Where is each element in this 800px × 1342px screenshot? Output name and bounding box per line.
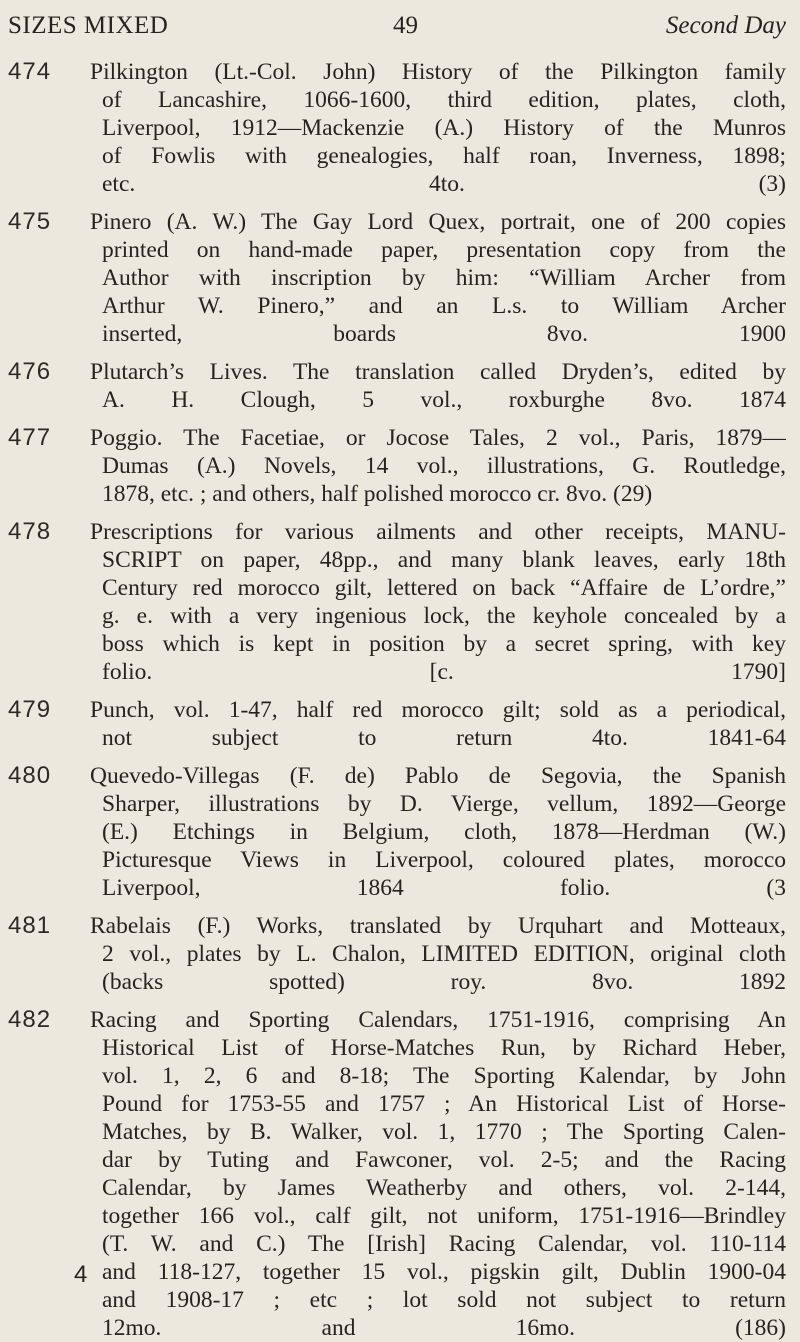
lot-description-line: and 118-127, together 15 vol., pigskin gilt, Dublin 1900-04 [102, 1259, 786, 1285]
lot-description-line: Quevedo-Villegas (F. de) Pablo de Segovia, the Spanish [90, 763, 786, 789]
lot-entry [8, 1006, 786, 1342]
signature-mark: 4 [74, 1261, 88, 1288]
lot-description-line: A. H. Clough, 5 vol., roxburghe 8vo. 1874 [102, 387, 786, 413]
lot-description-line: Century red morocco gilt, lettered on back “Affaire de L’ordre,” [102, 575, 786, 601]
lot-description-line: g. e. with a very ingenious lock, the keyhole concealed by a [102, 603, 786, 629]
lot-description-line: folio. [c. 1790] [102, 659, 786, 685]
lot-entry [8, 696, 786, 752]
running-head [8, 12, 786, 52]
lot-description-line: dar by Tuting and Fawconer, vol. 2-5; and the Racing [102, 1147, 786, 1173]
lot-description-line: vol. 1, 2, 6 and 8-18; The Sporting Kalendar, by John [102, 1063, 786, 1089]
page-number: 49 [393, 12, 418, 39]
lot-description-line: SCRIPT on paper, 48pp., and many blank leaves, early 18th [102, 547, 786, 573]
lot-description-line: 1878, etc. ; and others, half polished morocco cr. 8vo. (29) [102, 481, 653, 507]
lot-description-line: Liverpool, 1912—Mackenzie (A.) History of the Munros [102, 115, 786, 141]
lot-number: 481 [8, 912, 52, 939]
lot-description-line: Prescriptions for various ailments and other receipts, MANU- [90, 519, 786, 545]
lot-spacer [8, 414, 786, 424]
lot-description-line: together 166 vol., calf gilt, not uniform, 1751-1916—Brindley [102, 1203, 786, 1229]
lot-description-line: 12mo. and 16mo. (186) [102, 1315, 786, 1341]
lot-description-line: Calendar, by James Weatherby and others, vol. 2-144, [102, 1175, 786, 1201]
lot-entry [8, 762, 786, 902]
lot-description-line: (T. W. and C.) The [Irish] Racing Calendar, vol. 110-114 [102, 1231, 786, 1257]
lot-description-line: of Fowlis with genealogies, half roan, Inverness, 1898; [102, 143, 786, 169]
lot-list [8, 58, 786, 1342]
lot-description-line: Matches, by B. Walker, vol. 1, 1770 ; The Sporting Calen- [102, 1119, 786, 1145]
lot-description-line: Sharper, illustrations by D. Vierge, vellum, 1892—George [102, 791, 786, 817]
lot-number: 482 [8, 1006, 52, 1033]
lot-number: 479 [8, 696, 52, 723]
lot-description-line: Liverpool, 1864 folio. (3 [102, 875, 786, 901]
lot-entry [8, 358, 786, 414]
lot-description-line: (E.) Etchings in Belgium, cloth, 1878—Herdman (W.) [102, 819, 786, 845]
lot-description-line: inserted, boards 8vo. 1900 [102, 321, 786, 347]
lot-description-line: Historical List of Horse-Matches Run, by Richard Heber, [102, 1035, 786, 1061]
lot-number: 480 [8, 762, 52, 789]
lot-number: 477 [8, 424, 52, 451]
lot-description-line: Punch, vol. 1-47, half red morocco gilt; sold as a periodical, [90, 697, 786, 723]
lot-entry [8, 208, 786, 348]
lot-description-line: Arthur W. Pinero,” and an L.s. to William Archer [102, 293, 786, 319]
lot-spacer [8, 348, 786, 358]
lot-spacer [8, 902, 786, 912]
lot-description-line: etc. 4to. (3) [102, 171, 786, 197]
lot-description-line: (backs spotted) roy. 8vo. 1892 [102, 969, 786, 995]
lot-description-line: Rabelais (F.) Works, translated by Urquhart and Motteaux, [90, 913, 786, 939]
lot-description-line: Dumas (A.) Novels, 14 vol., illustrations, G. Routledge, [102, 453, 786, 479]
lot-description-line: Racing and Sporting Calendars, 1751-1916, comprising An [90, 1007, 786, 1033]
lot-description-line: 2 vol., plates by L. Chalon, LIMITED EDITION, original cloth [102, 941, 786, 967]
lot-number: 475 [8, 208, 52, 235]
lot-description-line: printed on hand-made paper, presentation copy from the [102, 237, 786, 263]
lot-description-line: Pinero (A. W.) The Gay Lord Quex, portrait, one of 200 copies [90, 209, 786, 235]
lot-number: 478 [8, 518, 52, 545]
lot-description-line: Pound for 1753-55 and 1757 ; An Historical List of Horse- [102, 1091, 786, 1117]
lot-description-line: Poggio. The Facetiae, or Jocose Tales, 2 vol., Paris, 1879— [90, 425, 786, 451]
lot-description-line: Author with inscription by him: “William Archer from [102, 265, 786, 291]
lot-description-line: Picturesque Views in Liverpool, coloured plates, morocco [102, 847, 786, 873]
lot-number: 474 [8, 58, 52, 85]
lot-entry [8, 424, 786, 508]
running-head-sale-day: Second Day [665, 12, 786, 39]
lot-description-line: of Lancashire, 1066-1600, third edition, plates, cloth, [102, 87, 786, 113]
lot-description-line: not subject to return 4to. 1841-64 [102, 725, 786, 751]
lot-entry [8, 912, 786, 996]
lot-description-line: and 1908-17 ; etc ; lot sold not subject to return [102, 1287, 786, 1313]
lot-description-line: Plutarch’s Lives. The translation called Dryden’s, edited by [90, 359, 786, 385]
lot-spacer [8, 198, 786, 208]
lot-description-line: Pilkington (Lt.-Col. John) History of the Pilkington family [90, 59, 786, 85]
lot-spacer [8, 508, 786, 518]
lot-spacer [8, 752, 786, 762]
lot-spacer [8, 996, 786, 1006]
lot-entry [8, 58, 786, 198]
lot-spacer [8, 686, 786, 696]
running-head-section: SIZES MIXED [8, 12, 169, 39]
lot-description-line: boss which is kept in position by a secret spring, with key [102, 631, 786, 657]
lot-number: 476 [8, 358, 52, 385]
lot-entry [8, 518, 786, 686]
